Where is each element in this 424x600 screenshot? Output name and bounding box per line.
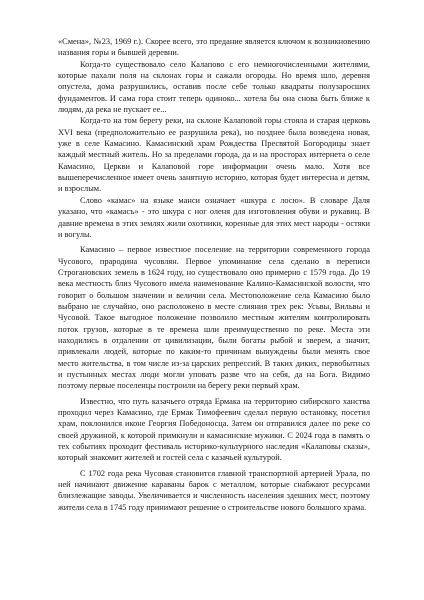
document-page bbox=[58, 36, 370, 513]
paragraph-kalapovo-village: Когда-то существовало село Калапово с его немногочисленными жителями, которые пахали поля на склонах горы и сажали огороды. Но время шло, деревня опустела, дома разрушились, оставив после себе только квадраты полузаросших фундаментов. И сама гора стоит теперь одиноко... хотела бы она снова быть ближе к людям, да река не пускает ее... bbox=[58, 59, 370, 115]
paragraph-chusovaya-artery: С 1702 года река Чусовая становится главной транспортной артерией Урала, по ней начинают движение караваны барок с металлом, которые снабжают ресурсами близлежащие заводы. Увеличивается и численность населения здешних мест, поэтому жители села в 1745 году принимают решение о строительстве нового большого храма. bbox=[58, 468, 370, 512]
paragraph-kamasino-settlement: Камасино – первое известное поселение на территории современного города Чусового, прародина чусовлян. Первое упоминание села сделано в переписи Строгановских земель в 1624 году, но существовало оно примерно с 1579 года. До 19 века местность близ Чусового имела наименование Калино-Камасинской волости, что говорит о большом значении и величии села. Местоположение села Камасино было выбрано не случайно, оно расположено в месте слияния трех рек: Усьвы, Вильвы и Чусовой. Такое выгодное положение позволило местным жителям контролировать поток грузов, которые в те времена шли преимущественно по реке. Места эти находились в отдалении от цивилизации, были богаты рыбой и зверем, а значит, привлекали людей, которые по каким-то причинам вынуждены были менять свое место жительства, в том числе из-за царских репрессий. В таких диких, первобытных и пустынных местах люди могли уповать разве что на себя, да на Бога. Видимо поэтому первые поселенцы построили на берегу реки первый храм. bbox=[58, 245, 370, 391]
paragraph-word-kamas: Слово «камас» на языке манси означает «шкура с лосю». В словаре Даля указано, что «камасъ» - это шкура с ног оленя для изготовления обуви и рукавиц. В давние времена в этих землях жили охотники, коренные для этих мест народы - остяки и вогулы. bbox=[58, 195, 370, 239]
paragraph-church-history: Когда-то на том берегу реки, на склоне Калаповой горы стояла и старая церковь XVI века (предположительно ее разрушила река), но позднее была возведена новая, уже в селе Камасино. Камасинский храм Рождества Пресвятой Богородицы знает каждый местный житель. Но за пределами города, да и на просторах интернета о селе Камасино, Церкви и Калаповой горе информации очень мало. Хотя все вышеперечисленное имеет очень занятную историю, которая будет интересна и детям, и взрослым. bbox=[58, 116, 370, 194]
paragraph-source-note: «Смена», №23, 1969 г.). Скорее всего, это предание является ключом к возникновению названия горы и бывшей деревни. bbox=[58, 37, 370, 58]
paragraph-ermak-route: Известно, что путь казачьего отряда Ермака на территорию сибирского ханства проходил через Камасино, где Ермак Тимофеевич сделал первую остановку, посетил храм, поклонился иконе Георгия Победоносца. Затем он отправился далее по реке со своей дружиной, к которой примкнули и камасинские мужики. С 2024 года в память о тех событиях проходит фестиваль историко-культурного наследия «Калаповы сказы», который знакомит жителей и гостей села с казачьей культурой. bbox=[58, 396, 370, 463]
